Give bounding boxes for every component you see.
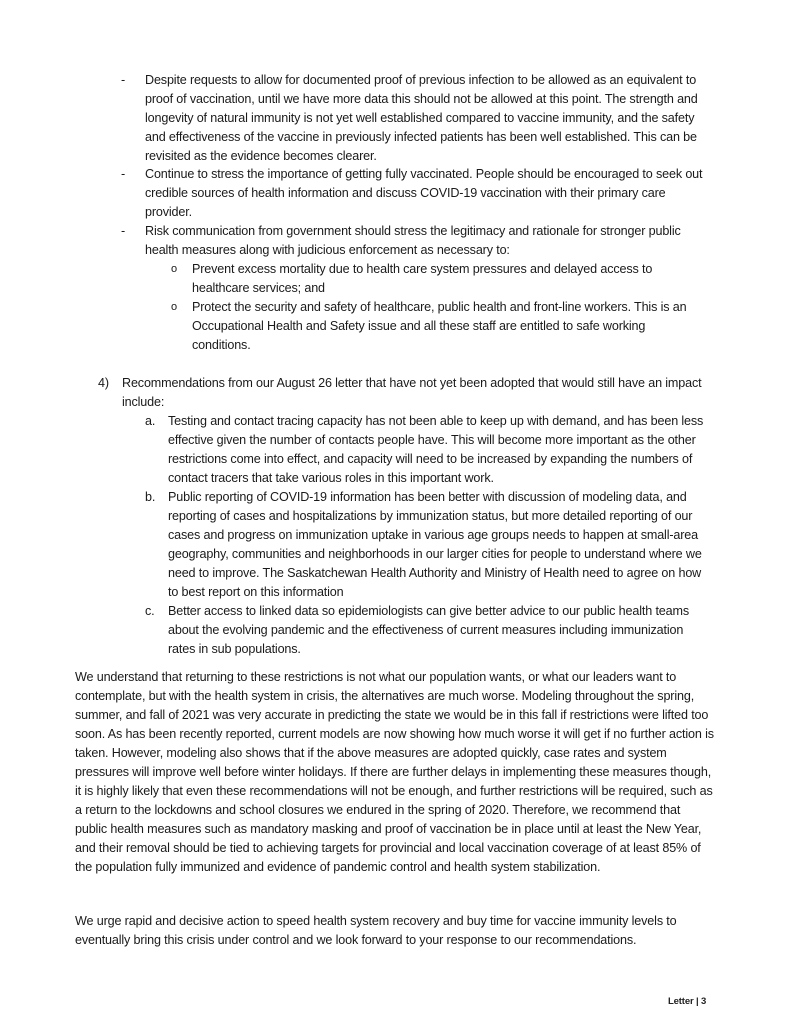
bullet-text: Continue to stress the importance of getting fully vaccinated. People should be encouraged to seek out credible sources of health information and discuss COVID-19 vaccination with their primary care provider. [145, 167, 703, 219]
body-paragraph: We urge rapid and decisive action to speed health system recovery and buy time for vaccine immunity levels to eventually bring this crisis under control and we look forward to your response to our recommendations. [75, 914, 677, 947]
bullet-text: Prevent excess mortality due to health care system pressures and delayed access to healthcare services; and [192, 262, 653, 295]
body-paragraph: We understand that returning to these restrictions is not what our population wants, or what our leaders want to contemplate, but with the health system in crisis, the alternatives are much worse. Modeling throughout the spring, summer, and fall of 2021 was very accurate in predicting the state we would be in this fall if restrictions were lifted too soon. As has been recently reported, current models are now showing how much worse it will get if no further action is taken. However, modeling also shows that if the above measures are adopted quickly, case rates and system pressures will improve well before winter holidays. If there are further delays in implementing these measures though, it is highly likely that even these recommendations will not be enough, and further restrictions will be required, such as a return to the lockdowns and school closures we endured in the spring of 2020. Therefore, we recommend that public health measures such as mandatory masking and proof of vaccination be in place until at least the New Year, and their removal should be tied to achieving targets for provincial and local vaccination coverage of at least 85% of the population fully immunized and evidence of pandemic control and health system stabilization. [75, 670, 714, 874]
dash-bullet-marker: - [121, 224, 126, 238]
numbered-text: Recommendations from our August 26 letter that have not yet been adopted that would still have an impact include: [122, 376, 702, 409]
lettered-marker: a. [145, 414, 156, 428]
bullet-text: Despite requests to allow for documented proof of previous infection to be allowed as an equivalent to proof of vaccination, until we have more data this should not be allowed at this point. The strength and longevity of natural immunity is not yet well established compared to vaccine immunity, and the safety and effectiveness of the vaccine in previously infected patients has been well established. This can be revisited as the evidence becomes clearer. [145, 73, 698, 163]
page-footer: Letter | 3 [668, 996, 707, 1007]
lettered-text: Better access to linked data so epidemiologists can give better advice to our public health teams about the evolving pandemic and the effectiveness of current measures including immunization rates in sub populations. [168, 604, 689, 656]
circle-bullet-marker: o [171, 301, 177, 313]
dash-bullet-marker: - [121, 73, 126, 87]
lettered-marker: c. [145, 604, 155, 618]
lettered-text: Public reporting of COVID-19 information has been better with discussion of modeling data, and reporting of cases and hospitalizations by immunization status, but more detailed reporting of our cases and progress on immunization uptake in various age groups needs to happen at small-area geography, communities and neighborhoods in our larger cities for people to understand where we need to improve. The Saskatchewan Health Authority and Ministry of Health need to agree on how to best report on this information [168, 490, 702, 599]
circle-bullet-marker: o [171, 263, 177, 275]
bullet-text: Risk communication from government should stress the legitimacy and rationale for stronger public health measures along with judicious enforcement as necessary to: [145, 224, 681, 257]
lettered-text: Testing and contact tracing capacity has not been able to keep up with demand, and has been less effective given the number of contacts people have. This will become more important as the other restrictions come into effect, and capacity will need to be increased by expanding the numbers of contact tracers that take various roles in this important work. [168, 414, 704, 485]
numbered-marker: 4) [98, 376, 109, 390]
bullet-text: Protect the security and safety of healthcare, public health and front-line workers. This is an Occupational Health and Safety issue and all these staff are entitled to safe working conditions. [192, 300, 687, 352]
dash-bullet-marker: - [121, 167, 126, 181]
lettered-marker: b. [145, 490, 156, 504]
